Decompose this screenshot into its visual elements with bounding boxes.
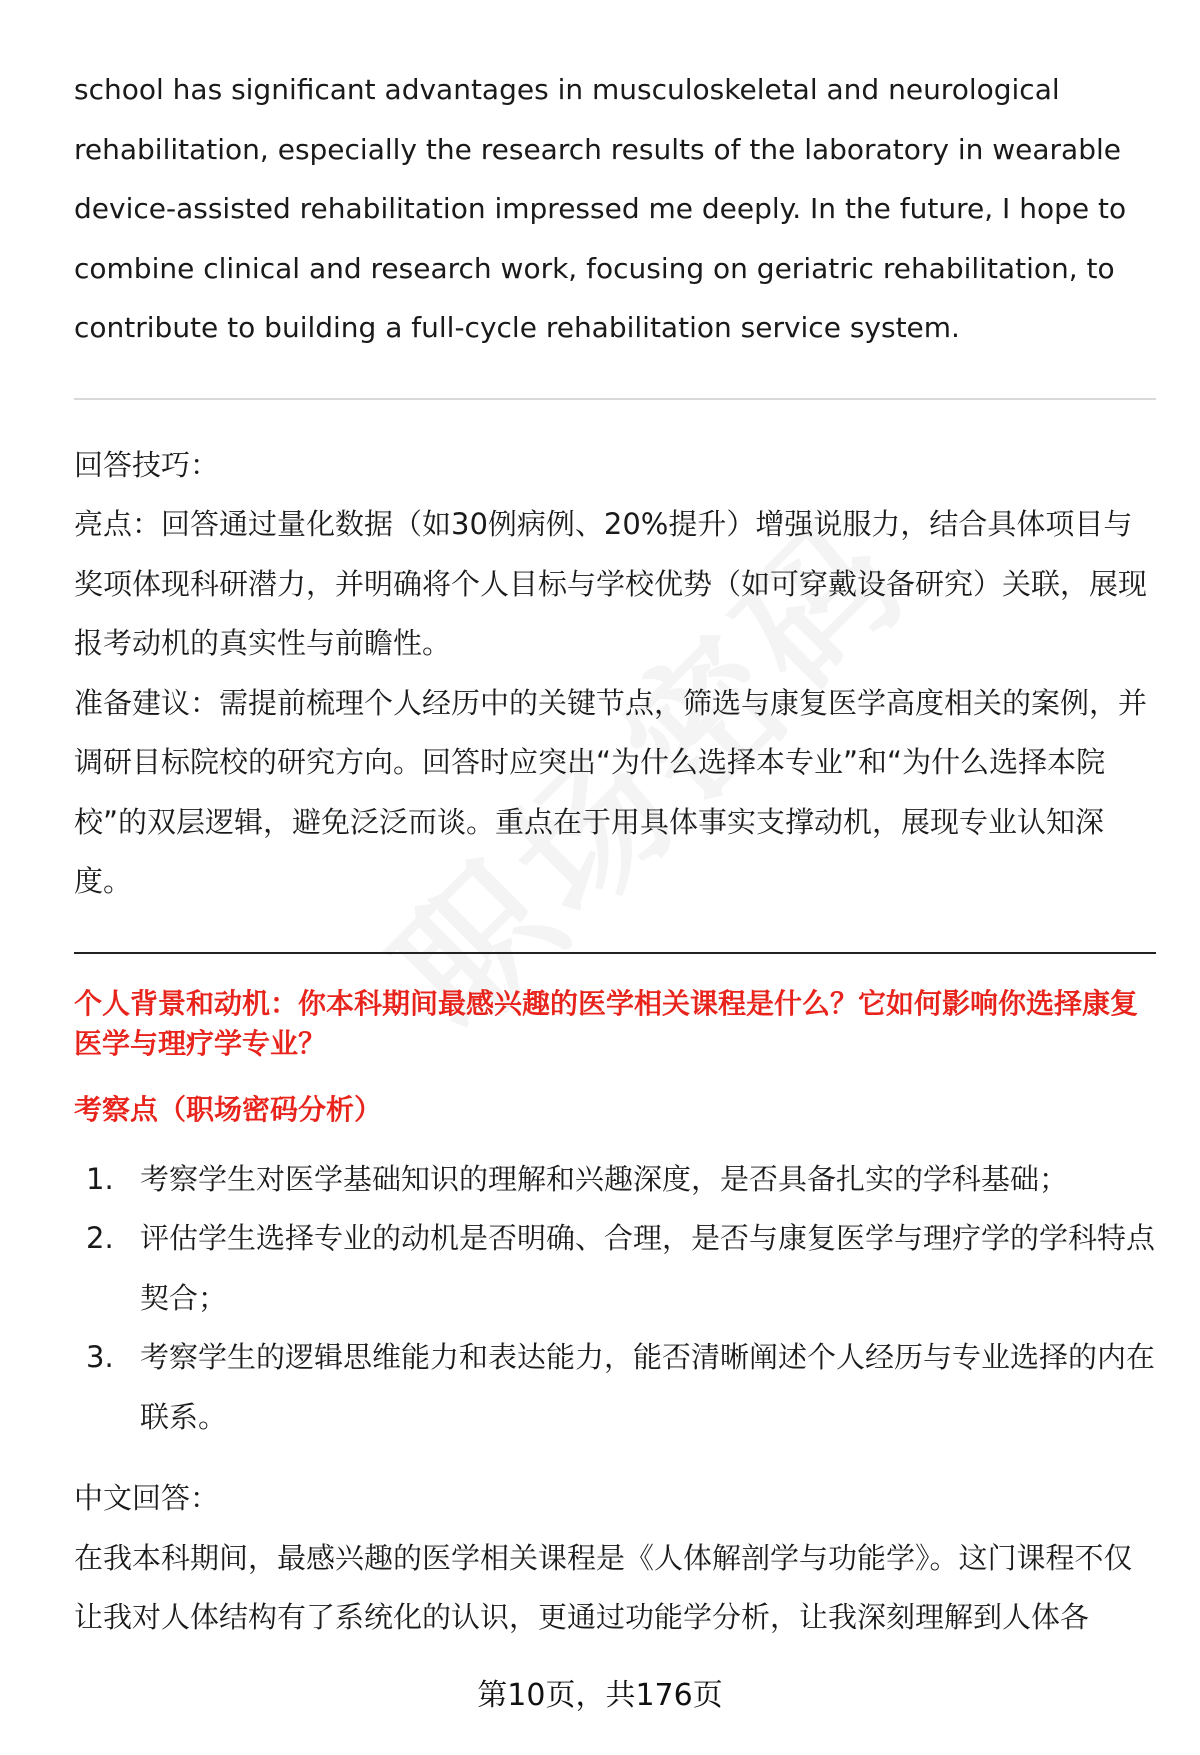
question-title: 个人背景和动机：你本科期间最感兴趣的医学相关课程是什么？它如何影响你选择康复医学与理疗学专业？: [74, 986, 1139, 1060]
focus-title: 考察点（职场密码分析）: [74, 1092, 383, 1126]
list-item: [74, 1209, 1156, 1328]
answer-heading: 中文回答：: [74, 1481, 220, 1515]
list-item: [74, 1328, 1156, 1447]
list-number: 2.: [86, 1221, 114, 1255]
intro-paragraph: school has significant advantages in musculoskeletal and neurological rehabilitation, especially the research results of the laboratory in wearable device-assisted rehabilitation impressed me deeply. In the future, I hope to combine clinical and research work, focusing on geriatric rehabilitation, to contribute to building a full-cycle rehabilitation service system.: [74, 73, 1127, 344]
document-page: [74, 60, 1156, 1648]
section-divider: [74, 952, 1156, 954]
answer-paragraph: 在我本科期间，最感兴趣的医学相关课程是《人体解剖学与功能学》。这门课程不仅让我对人体结构有了系统化的认识，更通过功能学分析，让我深刻理解到人体各: [74, 1540, 1133, 1634]
focus-points-list: [74, 1150, 1156, 1448]
list-text: 考察学生的逻辑思维能力和表达能力，能否清晰阐述个人经历与专业选择的内在联系。: [140, 1340, 1156, 1434]
list-item: [74, 1150, 1156, 1210]
tips-heading: 回答技巧：: [74, 447, 220, 482]
list-number: 3.: [86, 1340, 114, 1374]
tips-advice: 准备建议：需提前梳理个人经历中的关键节点，筛选与康复医学高度相关的案例，并调研目标院校的研究方向。回答时应突出“为什么选择本专业”和“为什么选择本院校”的双层逻辑，避免泛泛而谈。重点在于用具体事实支撑动机，展现专业认知深度。: [74, 685, 1148, 898]
list-number: 1.: [86, 1161, 114, 1196]
list-text: 考察学生对医学基础知识的理解和兴趣深度，是否具备扎实的学科基础；: [140, 1161, 1069, 1196]
list-text: 评估学生选择专业的动机是否明确、合理，是否与康复医学与理疗学的学科特点契合；: [140, 1221, 1156, 1315]
tips-highlight: 亮点：回答通过量化数据（如30例病例、20%提升）增强说服力，结合具体项目与奖项体现科研潜力，并明确将个人目标与学校优势（如可穿戴设备研究）关联，展现报考动机的真实性与前瞻性。: [74, 507, 1148, 660]
divider: [74, 398, 1156, 400]
page-footer: 第10页，共176页: [477, 1678, 723, 1713]
